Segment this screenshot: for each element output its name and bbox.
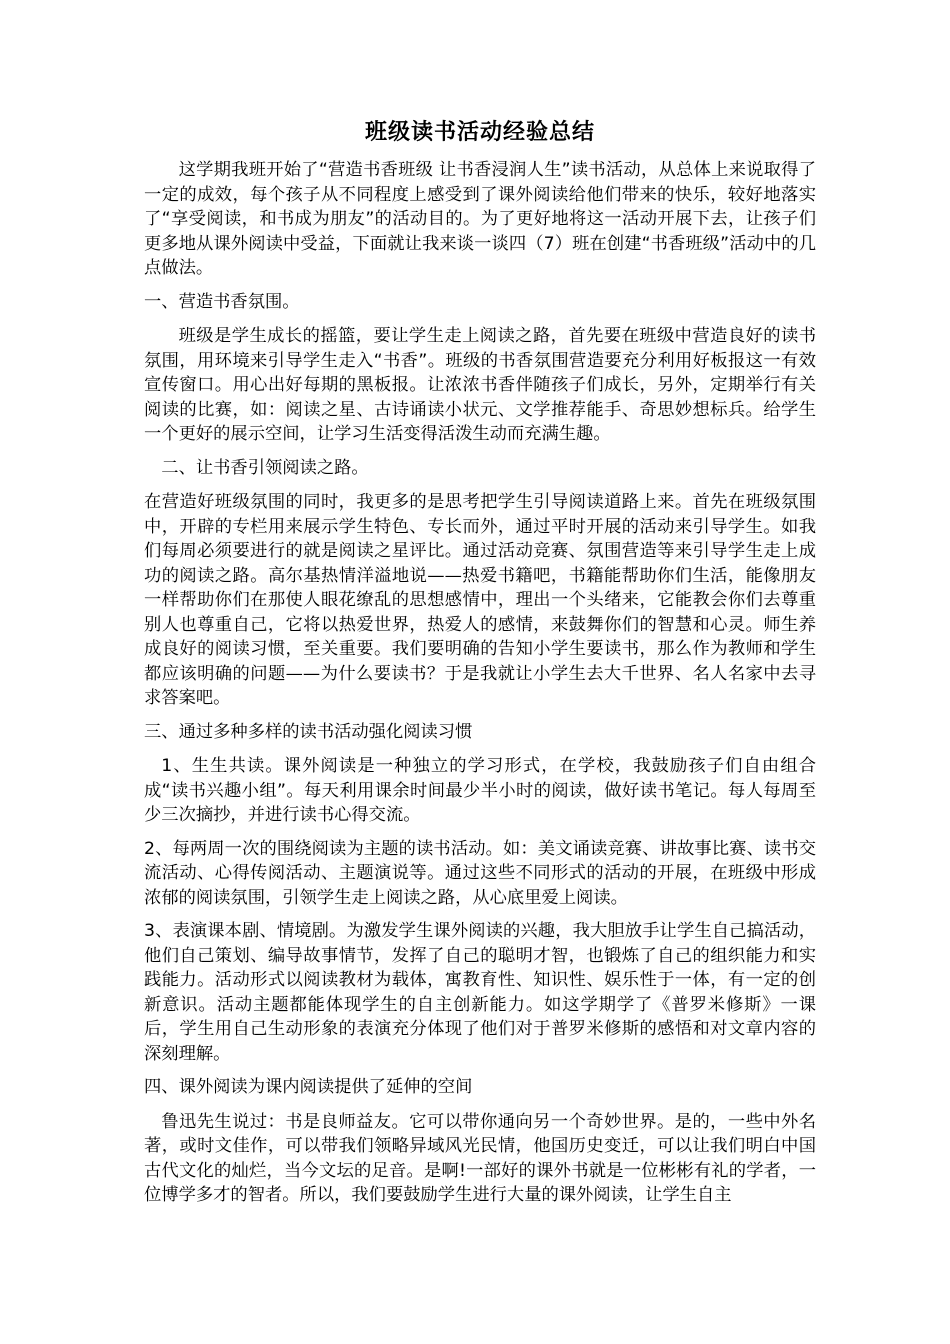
section-4-heading: 四、课外阅读为课内阅读提供了延伸的空间	[144, 1077, 473, 1097]
section-3-heading: 三、通过多种多样的读书活动强化阅读习惯	[144, 721, 473, 742]
section-1-heading: 一、营造书香氛围。	[144, 291, 300, 312]
intro-paragraph: 这学期我班开始了“营造书香班级 让书香浸润人生”读书活动，从总体上来说取得了一定的成效，每个孩子从不同程度上感受到了课外阅读给他们带来的快乐，较好地落实了“享受阅读，和书成为朋友”的活动目的。为了更好地将这一活动开展下去，让孩子们更多地从课外阅读中受益，下面就让我来谈一谈四（7）班在创建“书香班级”活动中的几点做法。	[144, 160, 816, 278]
document-page	[144, 118, 816, 1217]
page-title: 班级读书活动经验总结	[364, 120, 595, 145]
section-2-body: 在营造好班级氛围的同时，我更多的是思考把学生引导阅读道路上来。首先在班级氛围中，开辟的专栏用来展示学生特色、专长而外，通过平时开展的活动来引导学生。如我们每周必须要进行的就是阅读之星评比。通过活动竞赛、氛围营造等来引导学生走上成功的阅读之路。高尔基热情洋溢地说——热爱书籍吧，书籍能帮助你们生活，能像朋友一样帮助你们在那使人眼花缭乱的思想感情中，理出一个头绪来，它能教会你们去尊重别人也尊重自己，它将以热爱世界，热爱人的感情，来鼓舞你们的智慧和心灵。师生养成良好的阅读习惯，至关重要。我们要明确的告知小学生要读书，那么作为教师和学生都应该明确的问题——为什么要读书？于是我就让小学生去大千世界、名人名家中去寻求答案吧。	[144, 492, 816, 708]
section-2-heading: 二、让书香引领阅读之路。	[161, 457, 369, 478]
section-4-body: 鲁迅先生说过：书是良师益友。它可以带你通向另一个奇妙世界。是的，一些中外名著，或时文佳作，可以带我们领略异域风光民情，他国历史变迁，可以让我们明白中国古代文化的灿烂，当今文坛的足音。是啊!一部好的课外书就是一位彬彬有礼的学者，一位博学多才的智者。所以，我们要鼓励学生进行大量的课外阅读，让学生自主	[144, 1111, 816, 1205]
section-1-body: 班级是学生成长的摇篮，要让学生走上阅读之路，首先要在班级中营造良好的读书氛围，用环境来引导学生走入“书香”。班级的书香氛围营造要充分利用好板报这一有效宣传窗口。用心出好每期的黑板报。让浓浓书香伴随孩子们成长，另外，定期举行有关阅读的比赛，如：阅读之星、古诗诵读小状元、文学推荐能手、奇思妙想标兵。给学生一个更好的展示空间，让学习生活变得活泼生动而充满生趣。	[144, 326, 816, 444]
section-3-item-3: 3、表演课本剧、情境剧。为激发学生课外阅读的兴趣，我大胆放手让学生自己搞活动，他们自己策划、编导故事情节，发挥了自己的聪明才智，也锻炼了自己的组织能力和实践能力。活动形式以阅读教材为载体，寓教育性、知识性、娱乐性于一体，有一定的创新意识。活动主题都能体现学生的自主创新能力。如这学期学了《普罗米修斯》一课后，学生用自己生动形象的表演充分体现了他们对于普罗米修斯的感悟和对文章内容的深刻理解。	[144, 921, 816, 1064]
section-3-item-1: 1、生生共读。课外阅读是一种独立的学习形式，在学校，我鼓励孩子们自由组合成“读书兴趣小组”。每天利用课余时间最少半小时的阅读，做好读书笔记。每人每周至少三次摘抄，并进行读书心得交流。	[144, 756, 816, 825]
section-3-item-2: 2、每两周一次的围绕阅读为主题的读书活动。如：美文诵读竞赛、讲故事比赛、读书交流活动、心得传阅活动、主题演说等。通过这些不同形式的活动的开展，在班级中形成浓郁的阅读氛围，引领学生走上阅读之路，从心底里爱上阅读。	[144, 838, 816, 908]
